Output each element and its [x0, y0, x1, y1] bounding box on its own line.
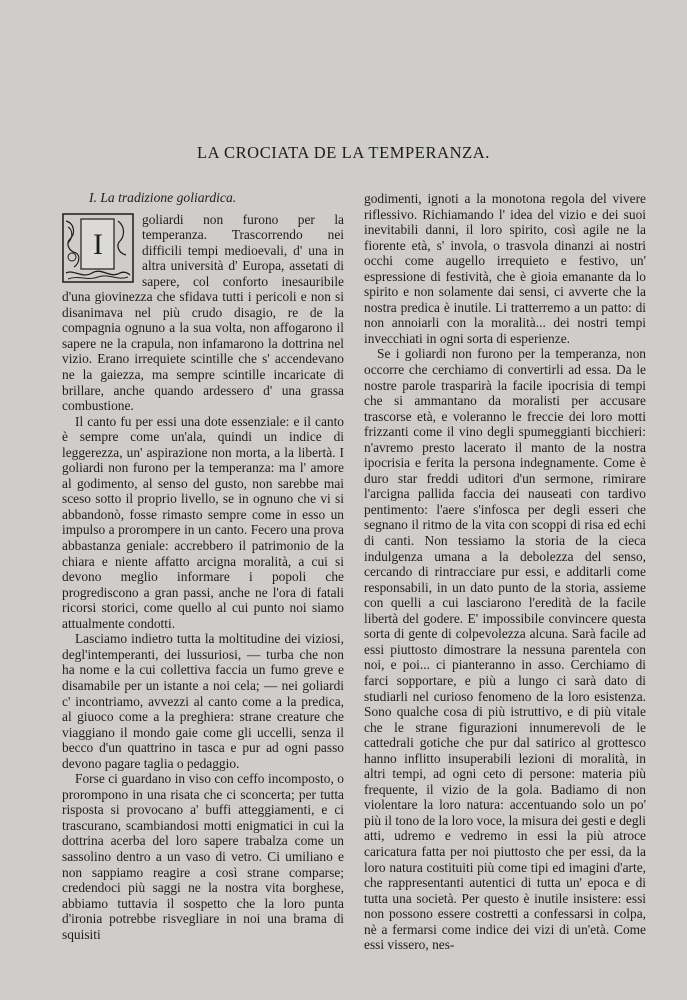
paragraph-right-1: godimenti, ignoti a la monotona regola del vivere riflessivo. Richiamando l' idea del vizio e dei suoi inevitabili danni, il loro spirito, così agile ne la fiorente età, s' invola, o trasvola dinanzi ai nostri occhi come augello irrequieto e festivo, un' espressione di festività, che è gioia emanante da lo spirito e non solamente dai sensi, ci avverte che la nostra predica è inutile. Li tratterremo a un patto: di non annoiarli con la moralità... dei nostri tempi invecchiati in ogni sorta di esperienze. [364, 191, 646, 346]
article-title: LA CROCIATA DE LA TEMPERANZA. [196, 143, 491, 162]
paragraph-left-1: goliardi non furono per la temperanza. Trascorrendo nei difficili tempi medioevali, d' una in altra università d' Europa, assetati di sapere, col conforto inesauribile d'una giovinezza che sfidava tutti i pericoli e non si disanimava nel più crudo disagio, re de la compagnia ognuno a la sua volta, non affogarono il sapere ne la crapula, non infamarono la dottrina nel vizio. Erano irrequiete scintille che s' accendevano ne la gaiezza, ma sempre scintille incaricate di brillare, anche quando ardessero d' una grassa combustione. [62, 211, 344, 414]
paragraph-left-4: Forse ci guardano in viso con ceffo incomposto, o prorompono in una risata che ci sconcerta; per tutta risposta si provocano a' buffi atteggiamenti, e ci trascurano, scambiandosi motti enigmatici in cui la dottrina acerba del loro sapere trabalza come un sassolino dentro a un vaso di vetro. Ci umiliano e non sappiamo reagire a così strane comparse; credendoci più saggi ne la nostra vita borghese, abbiamo tuttavia il sospetto che la loro punta d'ironia potrebbe risvegliare in noi una brama di squisiti [62, 771, 344, 942]
paragraph-left-3: Lasciamo indietro tutta la moltitudine dei viziosi, degl'intemperanti, dei lussuriosi, — turba che non ha nome e la cui collettiva faccia un fumo greve e disamabile per un istante a noi cela; — nei goliardi c' incontriamo, avvezzi al canto come a la predica, al giuoco come a la preghiera: strane creature che viaggiano il mondo gaie come gli uccelli, senza il becco d'un quattrino in tasca e pur ad ogni passo devono pagare taglia o pedaggio. [62, 631, 344, 771]
left-column [62, 190, 344, 942]
right-column [364, 191, 646, 953]
decorated-initial [62, 213, 134, 283]
paragraph-right-2: Se i goliardi non furono per la temperanza, non occorre che cerchiamo di convertirli ad essa. Da le nostre parole trasparirà la facile ipocrisia di tempi che si ammantano da moralisti per accusare trascorse età, e voleranno le freccie dei loro motti frizzanti come il vino degli spumeggianti bicchieri: n'avremo presto lacerato il manto de la nostra ipocrisia e ferita la persona indegnamente. Come è duro star freddi uditori d'un sermone, rimirare l'arcigna pallida faccia dei nauseati con tardivo pentimento: l'aere s'infosca per degli esseri che segnano il ritmo de la vita con scoppi di risa ed echi di canti. Non tessiamo la storia de la cieca indulgenza umana a la debolezza del senso, cercando di rintracciare pur essi, e additarli come responsabili, in un dato punto de la storia, assieme con quelli a cui lasciarono l'eredità de la facile libertà del godere. E' impossibile convincere questa sorta di gente di colpevolezza alcuna. Sarà facile ad essi piuttosto dimostrare la nessuna parentela con noi, e poi... ci pianteranno in asso. Cerchiamo di farci sopportare, e più a lungo ci sarà dato di studiarli nel curioso fenomeno de la loro esistenza. Sono qualche cosa di più istruttivo, e di più vitale che le strane figurazioni innumerevoli de le cattedrali gotiche che pur dal satirico al grottesco hanno inflitto insuperabili lezioni di moralità, in altri tempi, ad ogni ceto di persone: materia più frequente, il vizio de la gola. Badiamo di non violentare la loro natura: accentuando solo un po' più il tono de la loro voce, la misura dei gesti e degli atti, udremo e vedremo in essi la più atroce caricatura fatta per noi piuttosto che per essi, da la loro natura costituiti più come tipi ed imagini d'arte, che rappresentanti autentici di tutta un' epoca e di tutta una società. Per questo è inutile insistere: essi non possono essere costretti a confessarsi in colpa, nè a fermarsi come indice dei vizi di un'età. Come essi vissero, nes- [364, 346, 646, 953]
drop-cap-letter: I [93, 227, 103, 261]
paragraph-left-2: Il canto fu per essi una dote essenziale: e il canto è sempre come un'ala, quindi un indice di leggerezza, un' aspirazione non morta, a la libertà. I goliardi non furono per la temperanza: ma l' amore al godimento, al senso del gusto, non sarebbe mai sceso sotto il proprio livello, se in ognuno che vi si abbandonò, fosse rimasto sempre come in esso un impulso a prorompere in un canto. Fecero una prova abbastanza geniale: accrebbero il patrimonio de la chiara e niente affatto arcigna moralità, a cui si devono meglio informare i popoli che progrediscono a gran passi, anche ne l'ora di fatali ricorsi storici, come quello al cui punto noi siamo attualmente condotti. [62, 413, 344, 631]
section-heading: I. La tradizione goliardica. [89, 190, 237, 205]
